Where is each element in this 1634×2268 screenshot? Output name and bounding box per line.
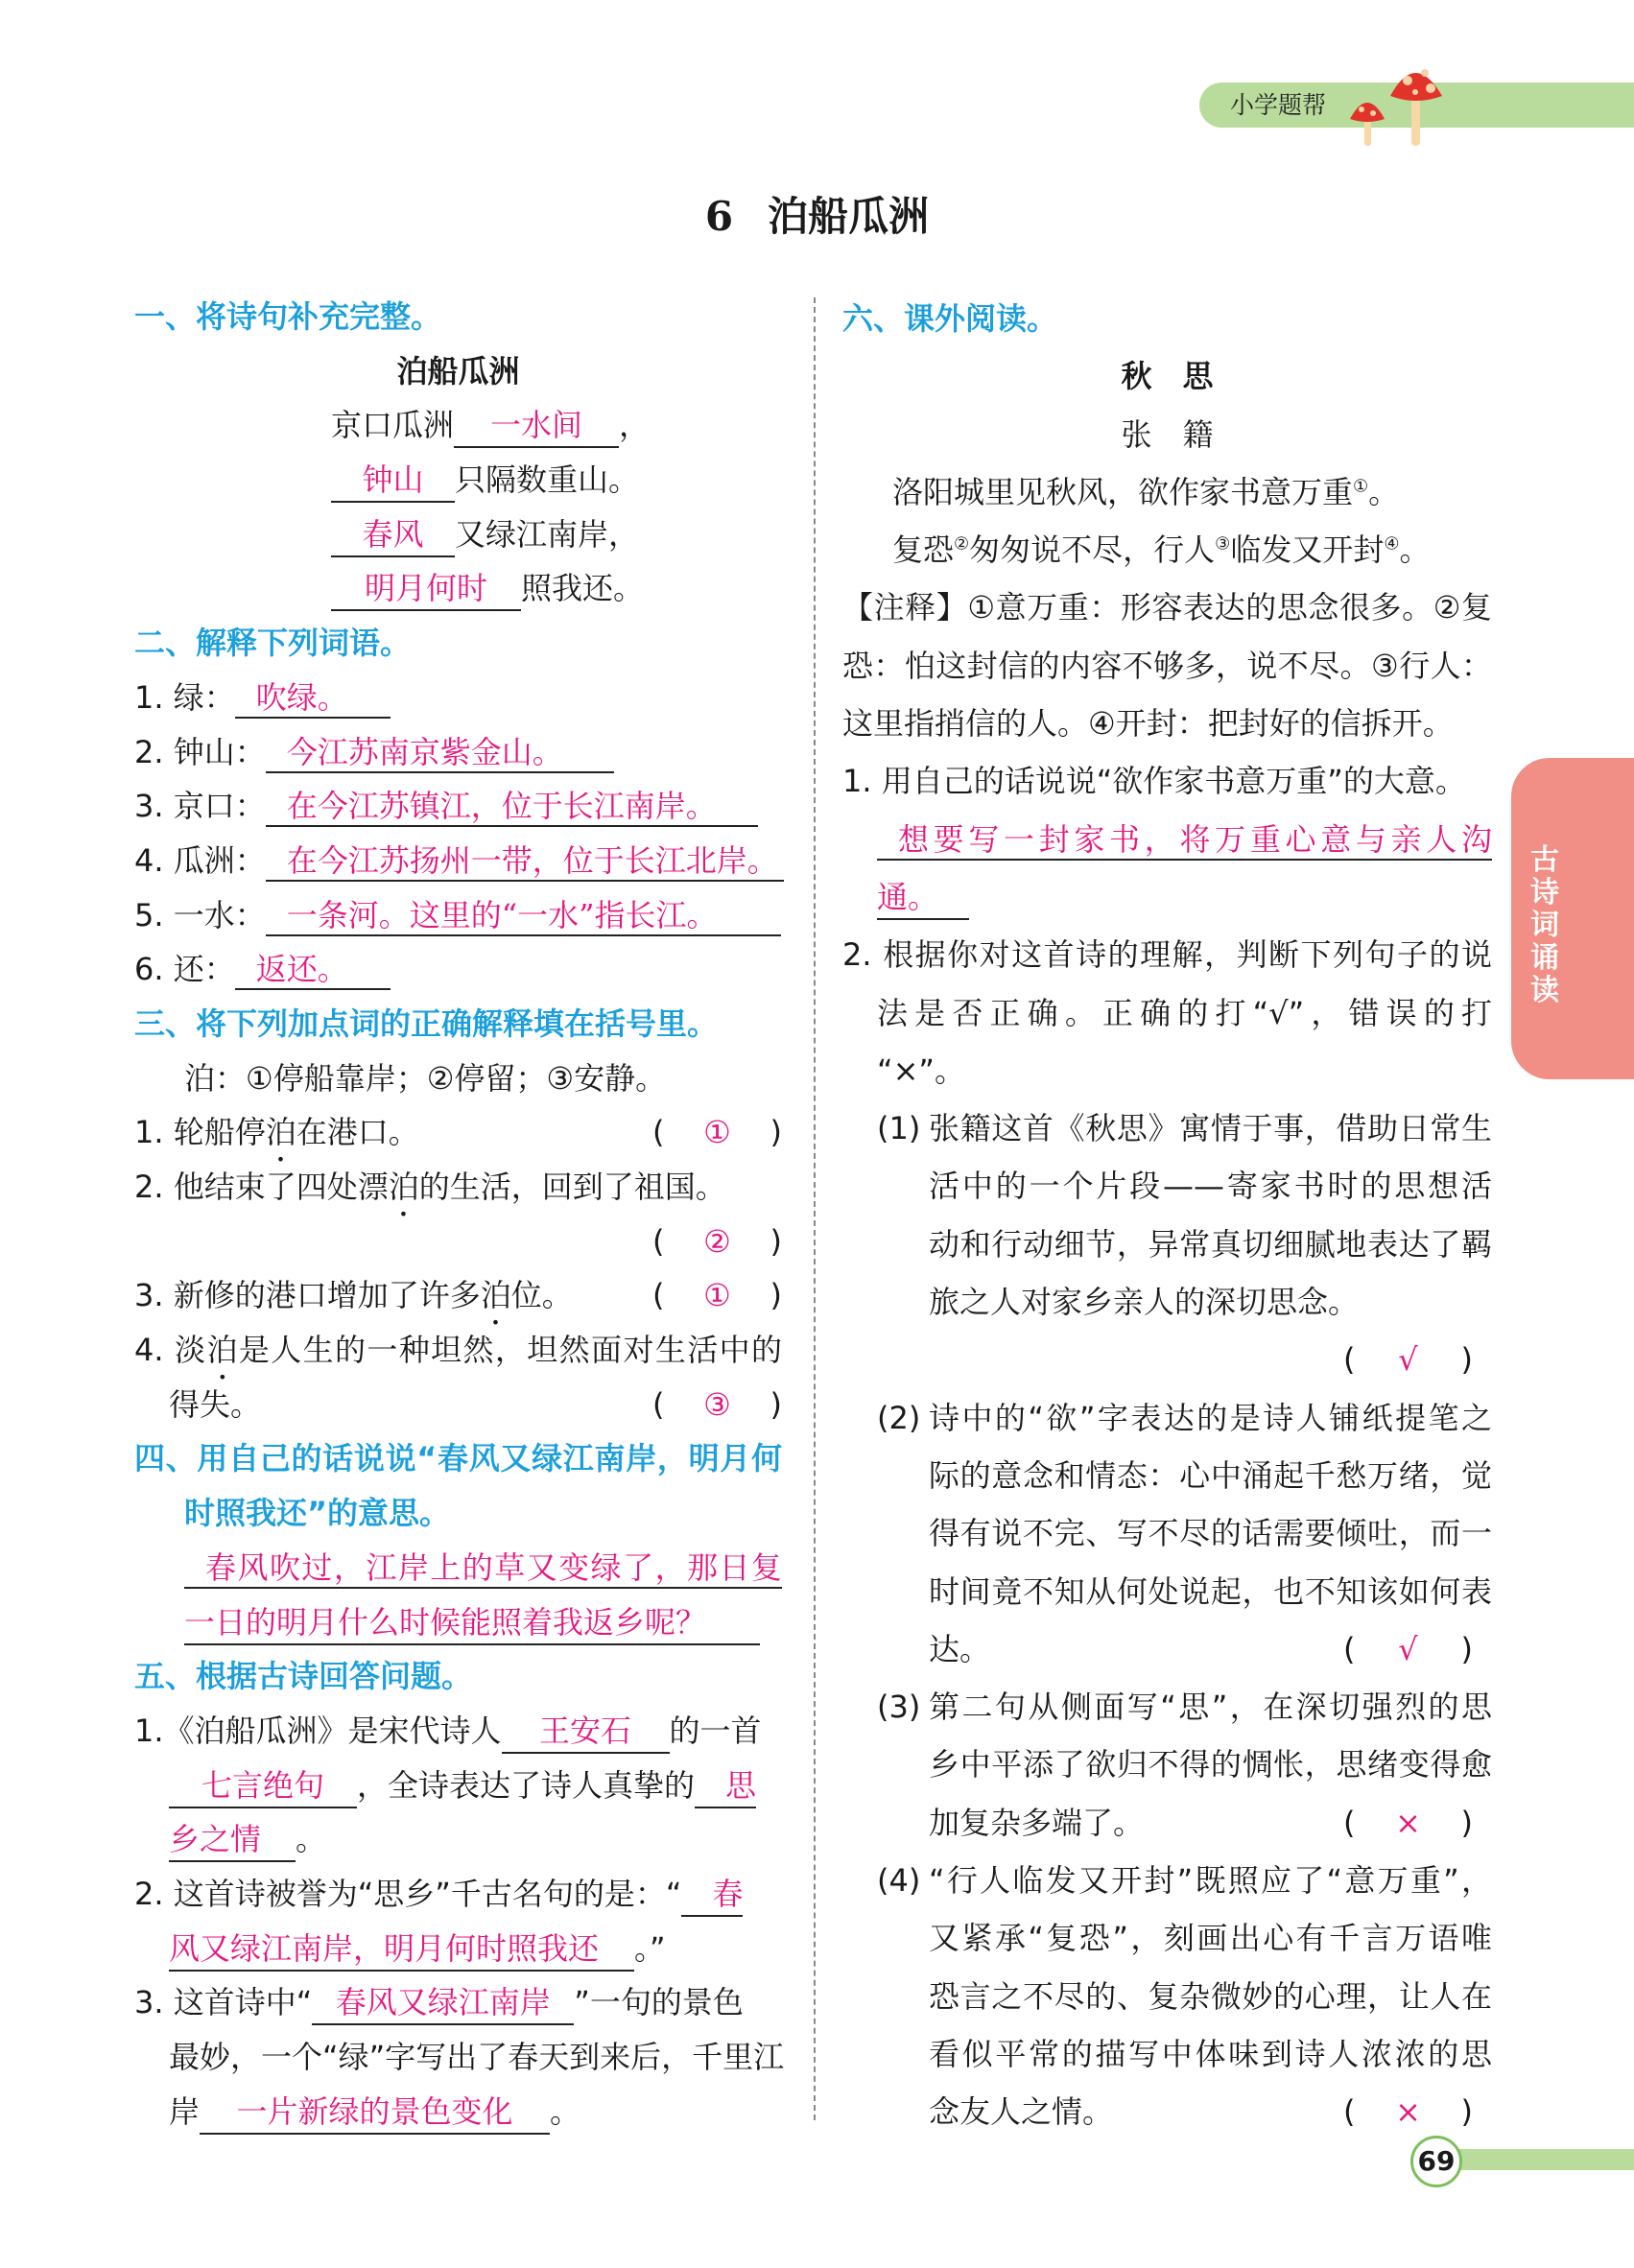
notes-line: 【注释】①意万重：形容表达的思念很多。②复	[842, 589, 1492, 626]
brand-label: 小学题帮	[1230, 91, 1327, 119]
answer-blank: 春风又绿江南岸	[312, 1981, 574, 2025]
check-mark-icon: √	[1398, 1630, 1418, 1667]
judgement-item: (2) 诗中的“欲”字表达的是诗人铺纸提笔之	[842, 1389, 1492, 1447]
mushroom-icon	[1348, 58, 1454, 149]
judgement-item-cont: 看似平常的描写中体味到诗人浓浓的思	[929, 2035, 1492, 2072]
left-column	[134, 290, 785, 2138]
question-5-3-cont: 岸 一片新绿的景色变化 。	[134, 2085, 782, 2139]
item-label: (4)	[877, 1862, 921, 1900]
definition-list: 泊：①停船靠岸；②停留；③安静。	[184, 1059, 667, 1097]
notes-line: 恐：怕这封信的内容不够多，说不尽。③行人：	[842, 647, 1492, 684]
answer-blank: 钟山	[331, 459, 455, 503]
cross-mark-icon: ×	[1395, 1804, 1421, 1841]
choice-item-answer	[134, 1215, 782, 1269]
vocab-item: 2. 钟山： 今江苏南京紫金山。	[134, 725, 782, 780]
poem-line-4: 明月何时 照我还。	[134, 561, 782, 616]
answer-blank: 明月何时	[331, 567, 521, 611]
answer-line: 通。	[842, 868, 1492, 926]
answer-blank: 返还。	[235, 948, 391, 990]
answer-parens: ( × )	[1343, 2083, 1473, 2140]
footer-bar	[1454, 2149, 1634, 2170]
question-5-2-cont: 风又绿江南岸，明月何时照我还 。”	[134, 1922, 782, 1976]
item-label: (3)	[877, 1689, 921, 1726]
section-6-heading: 六、课外阅读。	[842, 300, 1058, 337]
poem-line-1: 京口瓜洲 一水间 ，	[134, 398, 782, 453]
answer-blank: 乡之情	[169, 1818, 296, 1862]
answer-parens: ( ① )	[652, 1277, 782, 1314]
question-5-1: 1.《泊船瓜洲》是宋代诗人 王安石 的一首	[134, 1704, 782, 1759]
answer-parens: ( ③ )	[652, 1385, 782, 1423]
reading-poem-author: 张 籍	[1121, 415, 1214, 453]
section-4-heading: 四、用自己的话说说“春风又绿江南岸，明月何	[134, 1440, 782, 1477]
choice-item: 4. 淡泊是人生的一种坦然，坦然面对生活中的	[134, 1332, 782, 1369]
vocab-item: 6. 还： 返还。	[134, 942, 782, 997]
check-mark-icon: √	[1398, 1341, 1418, 1379]
judgement-item-cont: 活中的一个片段——寄家书时的思想活	[929, 1168, 1492, 1205]
section-1-heading: 一、将诗句补充完整。	[134, 298, 442, 335]
answer-blank: 一条河。这里的“一水”指长江。	[266, 894, 781, 936]
judgement-item-cont: 动和行动细节，异常真切细腻地表达了羁	[929, 1225, 1492, 1263]
cross-mark-icon: ×	[1395, 2093, 1421, 2131]
judgement-item-cont: 又紧承“复恐”，刻画出心有千言万语唯	[929, 1920, 1492, 1957]
section-2-heading: 二、解释下列词语。	[134, 625, 412, 662]
page-number: 69	[1410, 2136, 1462, 2187]
answer-parens: ( √ )	[1343, 1620, 1473, 1678]
item-label: (2)	[877, 1399, 921, 1436]
question-6-2-cont: “×”。	[877, 1051, 965, 1089]
answer-blank: 一水间	[454, 404, 619, 448]
judgement-item: (3) 第二句从侧面写“思”，在深切强烈的思	[842, 1678, 1492, 1736]
question-6-2-cont: 法是否正确。正确的打“√”，错误的打	[877, 994, 1492, 1031]
answer-blank: 思	[695, 1764, 756, 1808]
choice-item-cont: 得失。 ( ③ )	[134, 1378, 782, 1432]
question-5-3-cont: 最妙，一个“绿”字写出了春天到来后，千里江	[169, 2039, 785, 2075]
judgement-item-cont: 得有说不完、写不尽的话需要倾吐，而一	[929, 1515, 1492, 1552]
vocab-item: 3. 京口： 在今江苏镇江，位于长江南岸。	[134, 779, 782, 834]
answer-blank: 今江苏南京紫金山。	[266, 731, 614, 773]
poem-title: 泊船瓜洲	[396, 352, 520, 390]
answer-line: 想要写一封家书，将万重心意与亲人沟	[842, 811, 1492, 868]
section-3-heading: 三、将下列加点词的正确解释填在括号里。	[134, 1004, 719, 1042]
vocab-item: 5. 一水： 一条河。这里的“一水”指长江。	[134, 888, 782, 943]
poem-line-3: 春风 又绿江南岸，	[134, 508, 782, 562]
answer-parens: ( ② )	[652, 1222, 782, 1260]
poem-line-2: 钟山 只隔数重山。	[134, 453, 782, 508]
choice-item: 1. 轮船停泊在港口。 ( ① )	[134, 1105, 782, 1160]
question-6-2: 2. 根据你对这首诗的理解，判断下列句子的说	[842, 936, 1492, 974]
answer-blank: 七言绝句	[169, 1764, 357, 1808]
judgement-item-cont: 乡中平添了欲归不得的惆怅，思绪变得愈	[929, 1746, 1492, 1784]
answer-parens: ( √ )	[1343, 1331, 1473, 1388]
answer-blank: 一片新绿的景色变化	[200, 2091, 550, 2135]
choice-item: 3. 新修的港口增加了许多泊位。 ( ① )	[134, 1268, 782, 1323]
judgement-item-cont: 达。 ( √ )	[842, 1620, 1492, 1678]
question-5-2: 2. 这首诗被誉为“思乡”千古名句的是：“ 春	[134, 1867, 782, 1922]
right-column	[842, 290, 1492, 2141]
judgement-item-cont: 旅之人对家乡亲人的深切思念。	[929, 1284, 1360, 1321]
judgement-item-cont: 念友人之情。 ( × )	[842, 2083, 1492, 2140]
answer-blank: 在今江苏镇江，位于长江南岸。	[266, 785, 758, 827]
answer-blank: 春风	[331, 513, 455, 557]
question-6-1: 1. 用自己的话说说“欲作家书意万重”的大意。	[842, 763, 1466, 800]
column-divider	[814, 297, 816, 2120]
reading-poem-line-1: 洛阳城里见秋风，欲作家书意万重①。	[892, 473, 1400, 510]
reading-poem-line-2: 复恐②匆匆说不尽，行人③临发又开封④。	[892, 532, 1431, 569]
judgement-answer-line	[842, 1331, 1492, 1388]
section-4-heading-cont: 时照我还”的意思。	[184, 1495, 451, 1532]
judgement-item-cont: 际的意念和情态：心中涌起千愁万绪，觉	[929, 1456, 1492, 1494]
answer-line: 一日的明月什么时候能照着我返乡呢？	[134, 1595, 782, 1650]
judgement-item: (1) 张籍这首《秋思》寓情于事，借助日常生	[842, 1099, 1492, 1157]
section-5-heading: 五、根据古诗回答问题。	[134, 1658, 473, 1695]
judgement-item-cont: 时间竟不知从何处说起，也不知该如何表	[929, 1572, 1492, 1610]
choice-item: 2. 他结束了四处漂泊的生活，回到了祖国。	[134, 1169, 726, 1205]
answer-parens: ( ① )	[652, 1114, 782, 1151]
page-title: 6 泊船瓜洲	[704, 193, 930, 240]
notes-line: 这里指捎信的人。④开封：把封好的信拆开。	[842, 705, 1454, 743]
answer-blank: 风又绿江南岸，明月何时照我还	[169, 1927, 634, 1972]
question-5-1-cont: 乡之情 。	[134, 1812, 782, 1867]
judgement-item-cont: 加复杂多端了。 ( × )	[842, 1794, 1492, 1852]
answer-line: 春风吹过，江岸上的草又变绿了，那日复	[134, 1541, 782, 1595]
vocab-item: 4. 瓜洲： 在今江苏扬州一带，位于长江北岸。	[134, 834, 782, 888]
answer-blank: 王安石	[502, 1710, 670, 1754]
reading-poem-title: 秋 思	[1121, 358, 1214, 395]
question-5-3: 3. 这首诗中“ 春风又绿江南岸 ”一句的景色	[134, 1975, 782, 2030]
answer-parens: ( × )	[1343, 1794, 1473, 1852]
section-tab-label: 古诗词诵读	[1530, 843, 1559, 1007]
answer-blank: 在今江苏扬州一带，位于长江北岸。	[266, 839, 784, 882]
vocab-item: 1. 绿： 吹绿。	[134, 671, 782, 725]
item-label: (1)	[877, 1110, 921, 1147]
judgement-items	[842, 1099, 1492, 2140]
answer-blank: 吹绿。	[235, 676, 391, 719]
judgement-item-cont: 恐言之不尽的、复杂微妙的心理，让人在	[929, 1977, 1492, 2015]
answer-blank: 春	[681, 1873, 743, 1917]
question-5-1-cont: 七言绝句 ，全诗表达了诗人真挚的 思	[134, 1759, 782, 1813]
judgement-item: (4) “行人临发又开封”既照应了“意万重”，	[842, 1852, 1492, 1909]
